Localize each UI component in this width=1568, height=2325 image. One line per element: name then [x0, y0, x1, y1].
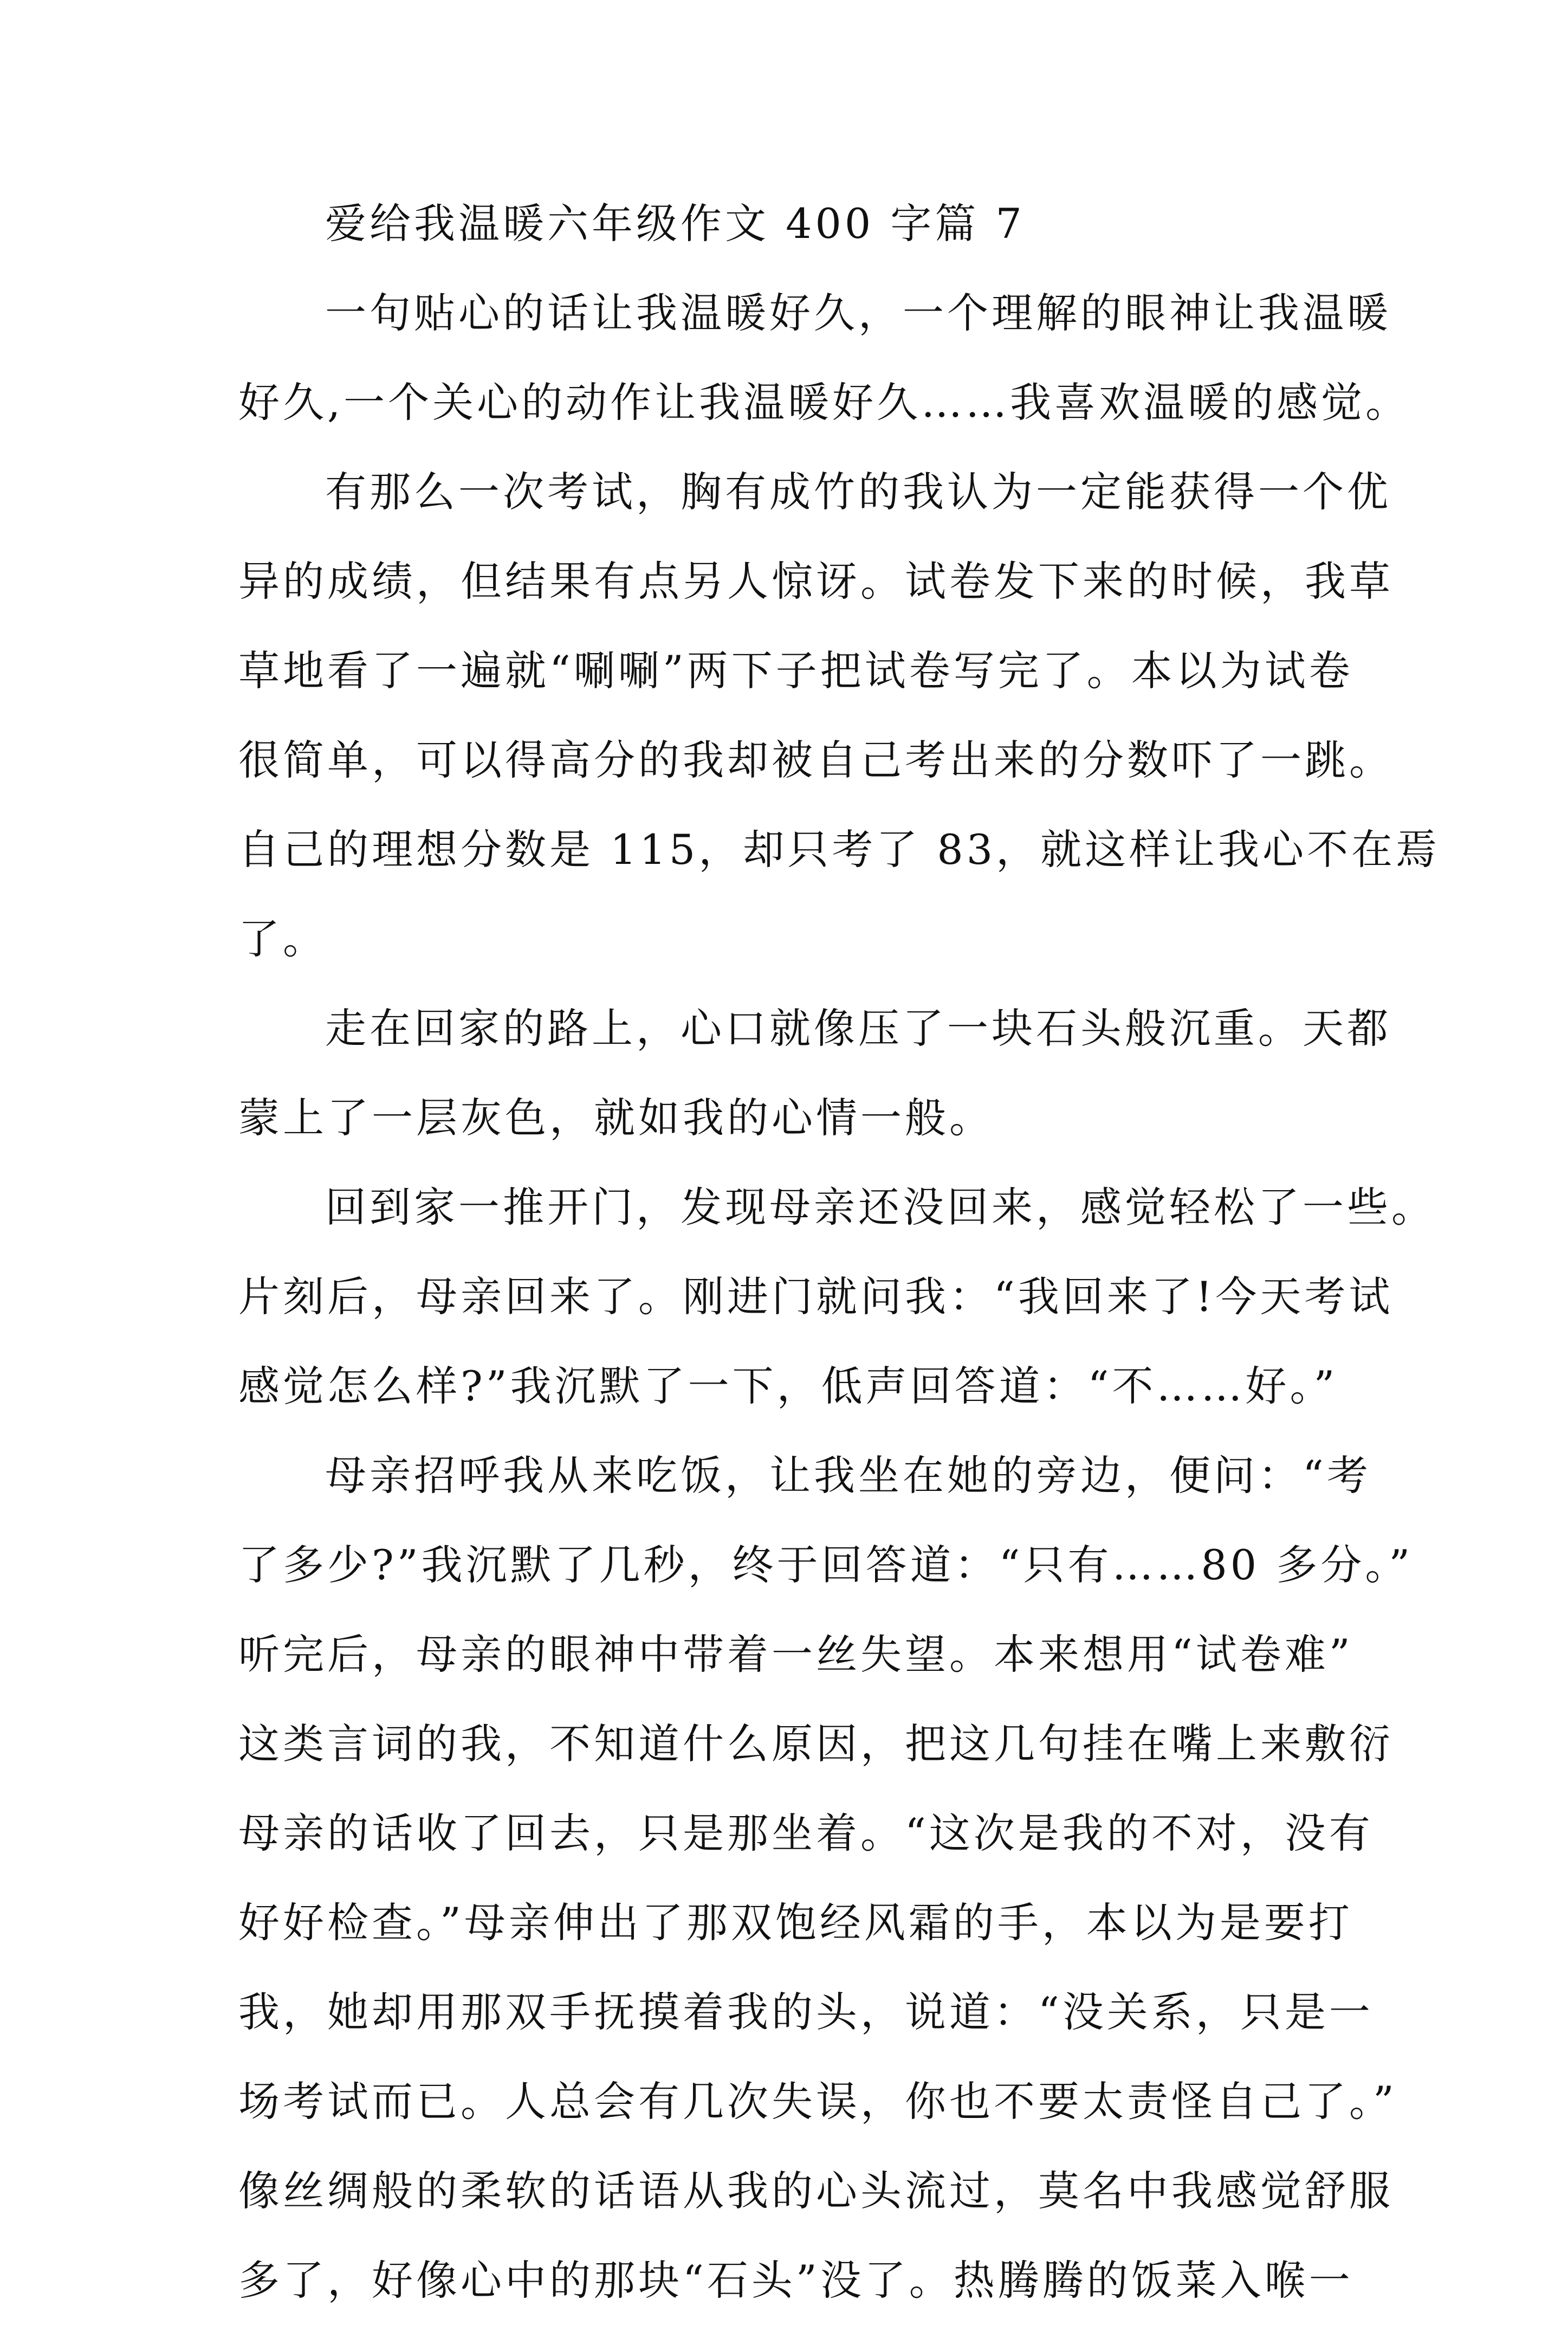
document-title: 爱给我温暖六年级作文 400 字篇 7	[325, 199, 1025, 248]
text-line: 回到家一推开门，发现母亲还没回来，感觉轻松了一些。	[325, 1183, 1436, 1231]
text-line: 多了，好像心中的那块“石头”没了。热腾腾的饭菜入喉一	[238, 2256, 1353, 2304]
text-line: 母亲招呼我从来吃饭，让我坐在她的旁边，便问：“考	[325, 1451, 1371, 1500]
text-line: 一句贴心的话让我温暖好久，一个理解的眼神让我温暖	[325, 289, 1391, 337]
text-line: 了多少?”我沉默了几秒，终于回答道：“只有……80 多分。”	[238, 1541, 1414, 1589]
text-line: 好好检查。”母亲伸出了那双饱经风霜的手，本以为是要打	[238, 1898, 1353, 1947]
text-line: 母亲的话收了回去，只是那坐着。“这次是我的不对，没有	[238, 1809, 1373, 1857]
text-line: 感觉怎么样?”我沉默了一下，低声回答道：“不……好。”	[238, 1362, 1338, 1410]
document-body	[238, 268, 1441, 2325]
text-line: 场考试而已。人总会有几次失误，你也不要太责怪自己了。”	[238, 2077, 1397, 2126]
text-line: 这类言词的我，不知道什么原因，把这几句挂在嘴上来敷衍	[238, 1720, 1394, 1768]
text-line: 听完后，母亲的眼神中带着一丝失望。本来想用“试卷难”	[238, 1630, 1353, 1678]
text-line: 很简单，可以得高分的我却被自己考出来的分数吓了一跳。	[238, 736, 1394, 784]
text-line: 草地看了一遍就“唰唰”两下子把试卷写完了。本以为试卷	[238, 647, 1353, 695]
text-line: 走在回家的路上，心口就像压了一块石头般沉重。天都	[325, 1004, 1391, 1052]
text-line: 自己的理想分数是 115，却只考了 83，就这样让我心不在焉	[238, 825, 1441, 874]
text-line: 好久,一个关心的动作让我温暖好久……我喜欢温暖的感觉。	[238, 378, 1410, 427]
text-line: 片刻后，母亲回来了。刚进门就问我：“我回来了!今天考试	[238, 1273, 1394, 1321]
text-line: 有那么一次考试，胸有成竹的我认为一定能获得一个优	[325, 468, 1391, 516]
text-line: 了。	[238, 915, 327, 963]
text-line: 异的成绩，但结果有点另人惊讶。试卷发下来的时候，我草	[238, 557, 1394, 605]
text-line: 像丝绸般的柔软的话语从我的心头流过，莫名中我感觉舒服	[238, 2167, 1394, 2215]
text-line: 蒙上了一层灰色，就如我的心情一般。	[238, 1094, 994, 1142]
document-page	[238, 179, 1441, 2325]
text-line: 我，她却用那双手抚摸着我的头，说道：“没关系，只是一	[238, 1988, 1373, 2036]
